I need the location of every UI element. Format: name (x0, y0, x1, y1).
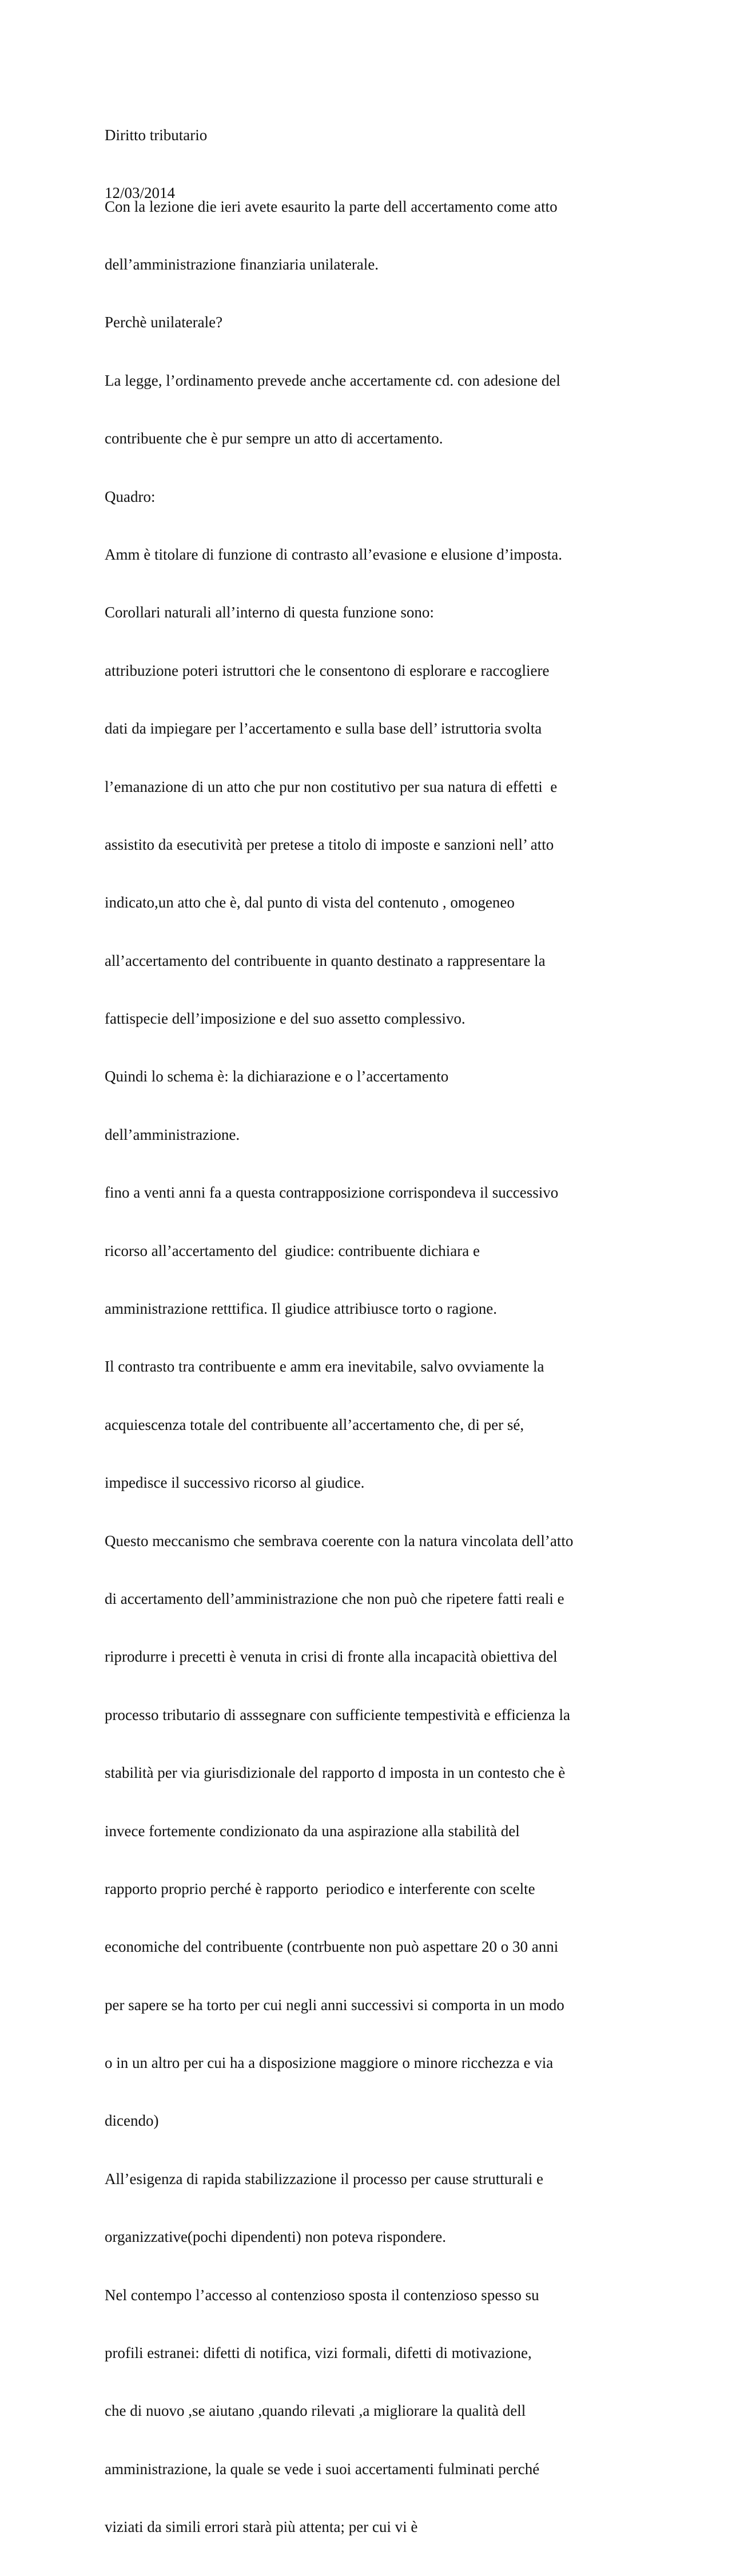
document-date: 12/03/2014 (105, 184, 176, 201)
body-line: amministrazione, la quale se vede i suoi accertamenti fulminati perché (105, 2460, 540, 2478)
body-line: profili estranei: difetti di notifica, vizi formali, difetti di motivazione, (105, 2344, 532, 2362)
body-line: che di nuovo ,se aiutano ,quando rilevati ,a migliorare la qualità dell (105, 2402, 526, 2420)
body-line: Quadro: (105, 488, 156, 505)
body-line: riprodurre i precetti è venuta in crisi di fronte alla incapacità obiettiva del (105, 1648, 558, 1666)
document-body (105, 158, 642, 2576)
body-line: Corollari naturali all’interno di questa funzione sono: (105, 604, 434, 621)
body-line: dell’amministrazione. (105, 1125, 240, 1143)
body-line: all’accertamento del contribuente in quanto destinato a rappresentare la (105, 952, 546, 969)
body-line: dati da impiegare per l’accertamento e sulla base dell’ istruttoria svolta (105, 720, 542, 738)
body-line: fattispecie dell’imposizione e del suo assetto complessivo. (105, 1010, 466, 1028)
body-line: La legge, l’ordinamento prevede anche accertamente cd. con adesione del (105, 371, 560, 389)
body-line: organizzative(pochi dipendenti) non poteva rispondere. (105, 2228, 447, 2246)
body-line: Quindi lo schema è: la dichiarazione e o l’accertamento (105, 1068, 449, 1085)
body-line: amministrazione retttifica. Il giudice attribiusce torto o ragione. (105, 1300, 498, 1318)
body-line: Con la lezione die ieri avete esaurito la parte dell accertamento come atto (105, 197, 558, 215)
body-line: invece fortemente condizionato da una aspirazione alla stabilità del (105, 1822, 520, 1840)
body-line: attribuzione poteri istruttori che le consentono di esplorare e raccogliere (105, 661, 550, 679)
body-line: Il contrasto tra contribuente e amm era inevitabile, salvo ovviamente la (105, 1358, 544, 1376)
body-line: economiche del contribuente (contrbuente non può aspettare 20 o 30 anni (105, 1938, 559, 1956)
body-line: o in un altro per cui ha a disposizione maggiore o minore ricchezza e via (105, 2054, 554, 2072)
body-line: Nel contempo l’accesso al contenzioso sposta il contenzioso spesso su (105, 2286, 539, 2304)
body-line: viziati da simili errori starà più attenta; per cui vi è (105, 2518, 418, 2536)
body-line: l’emanazione di un atto che pur non costitutivo per sua natura di effetti e (105, 778, 558, 795)
body-line: rapporto proprio perché è rapporto periodico e interferente con scelte (105, 1880, 535, 1897)
document-title: Diritto tributario (105, 126, 208, 144)
body-line: Questo meccanismo che sembrava coerente con la natura vincolata dell’atto (105, 1532, 574, 1549)
body-line: ricorso all’accertamento del giudice: contribuente dichiara e (105, 1242, 480, 1259)
body-line: Amm è titolare di funzione di contrasto all’evasione e elusione d’imposta. (105, 545, 563, 563)
body-line: impedisce il successivo ricorso al giudice. (105, 1474, 365, 1492)
body-line: processo tributario di asssegnare con sufficiente tempestività e efficienza la (105, 1706, 570, 1723)
body-line: Perchè unilaterale? (105, 314, 223, 331)
body-line: contribuente che è pur sempre un atto di accertamento. (105, 430, 443, 447)
body-line: per sapere se ha torto per cui negli anni successivi si comporta in un modo (105, 1996, 564, 2014)
body-line: stabilità per via giurisdizionale del rapporto d imposta in un contesto che è (105, 1764, 566, 1782)
body-line: fino a venti anni fa a questa contrapposizione corrispondeva il successivo (105, 1184, 559, 1202)
body-line: dell’amministrazione finanziaria unilaterale. (105, 255, 379, 273)
body-line: dicendo) (105, 2112, 159, 2130)
body-line: All’esigenza di rapida stabilizzazione il processo per cause strutturali e (105, 2170, 543, 2187)
body-line: di accertamento dell’amministrazione che non può che ripetere fatti reali e (105, 1590, 564, 1607)
body-line: acquiescenza totale del contribuente all’accertamento che, di per sé, (105, 1416, 524, 1433)
body-line: assistito da esecutività per pretese a titolo di imposte e sanzioni nell’ atto (105, 835, 554, 853)
body-line: indicato,un atto che è, dal punto di vista del contenuto , omogeneo (105, 894, 515, 911)
